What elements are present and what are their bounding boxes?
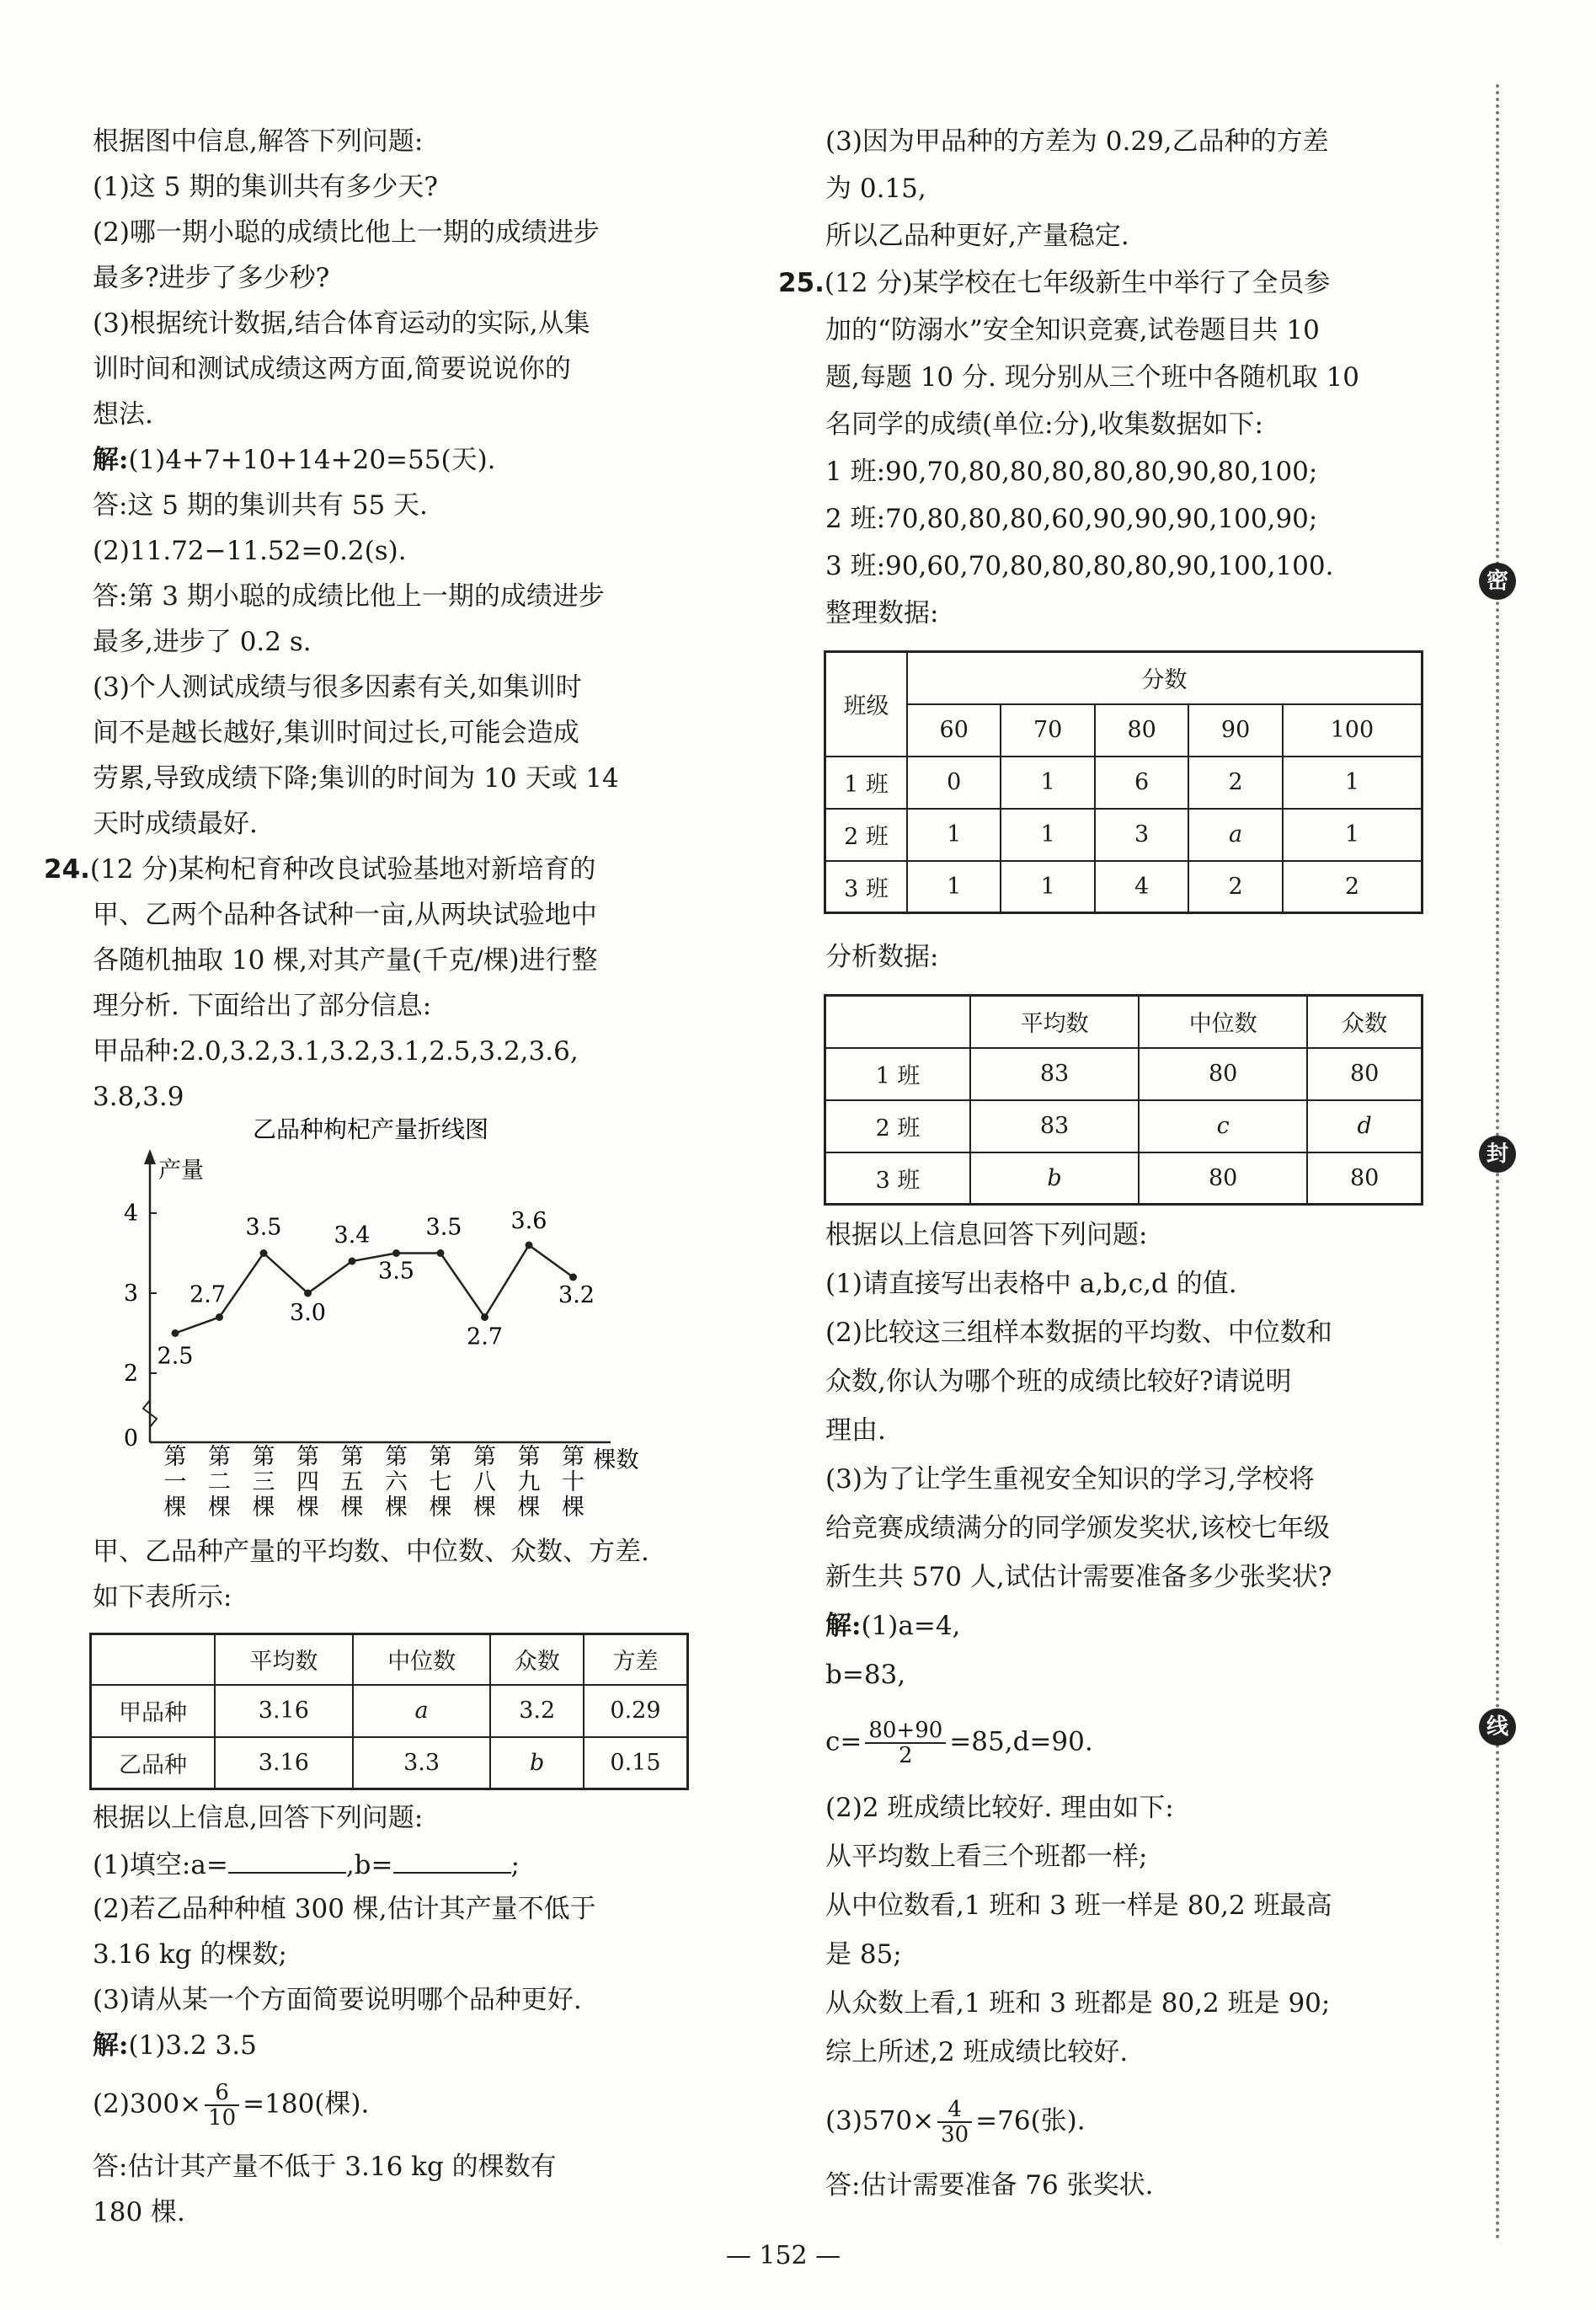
table-q24-header: 方差 <box>584 1634 688 1685</box>
denominator: 30 <box>941 2122 969 2147</box>
q25-part3-line1: (3)为了让学生重视安全知识的学习,学校将 <box>825 1464 1315 1495</box>
q25-ask: 根据以上信息回答下列问题: <box>825 1220 1148 1250</box>
q25-solution-2e: 从众数上看,1 班和 3 班都是 80,2 班是 90; <box>825 1988 1331 2019</box>
numerator: 6 <box>205 2081 239 2106</box>
data-point <box>392 1249 400 1257</box>
table-cell: 3.2 <box>490 1685 583 1737</box>
data-point <box>526 1242 533 1249</box>
c-result: =85,d=90. <box>949 1726 1093 1757</box>
q24-line6: 3.8,3.9 <box>93 1082 184 1112</box>
table-row <box>825 1152 1423 1205</box>
solution-label: 解: <box>93 2030 129 2061</box>
q23-solution-3-line3: 劳累,导致成绩下降;集训的时间为 10 天或 14 <box>93 763 619 794</box>
q25-part2-line1: (2)比较这三组样本数据的平均数、中位数和 <box>825 1318 1332 1348</box>
x-tick-label: 棵 <box>562 1495 584 1521</box>
table-cell: 3.16 <box>215 1737 353 1789</box>
table-cell: d <box>1307 1100 1422 1152</box>
q23-solution-3-line1: (3)个人测试成绩与很多因素有关,如集训时 <box>93 672 582 703</box>
x-tick-label: 第 <box>562 1444 584 1470</box>
table-cell: a <box>1188 809 1282 861</box>
data-label: 2.7 <box>467 1323 503 1350</box>
score-header: 60 <box>907 704 1001 757</box>
q24-part1-b: ,b= <box>345 1850 393 1880</box>
score-header: 100 <box>1283 704 1423 757</box>
table-cell: 0.15 <box>584 1737 688 1789</box>
chart-title: 乙品种枸杞产量折线图 <box>252 1115 489 1143</box>
table-cell: 1 <box>1001 809 1094 861</box>
after-chart-line2: 如下表所示: <box>93 1582 232 1612</box>
table-cell: c <box>1139 1100 1307 1152</box>
x-tick-label: 第 <box>473 1444 496 1470</box>
table-row <box>825 757 1423 809</box>
line-chart <box>109 1105 682 1527</box>
table-q24-header <box>91 1634 216 1685</box>
class1-data: 1 班:90,70,80,80,80,80,80,90,80,100; <box>825 457 1318 487</box>
q24-line3: 各随机抽取 10 棵,对其产量(千克/棵)进行整 <box>93 945 598 976</box>
q25-solution-1c <box>825 1719 1093 1767</box>
table-cell: 1 班 <box>825 1048 971 1100</box>
y-axis-label: 产量 <box>158 1158 204 1184</box>
data-point <box>569 1274 577 1281</box>
x-tick-label: 二 <box>208 1469 231 1495</box>
table-cell: 1 <box>907 861 1001 913</box>
q23-solution-3-line2: 间不是越长越好,集训时间过长,可能会造成 <box>93 718 579 748</box>
q24-solution-3-line2: 为 0.15, <box>825 174 926 204</box>
denominator: 10 <box>208 2105 237 2131</box>
class3-data: 3 班:90,60,70,80,80,80,80,90,100,100. <box>825 551 1334 581</box>
x-tick-label: 棵 <box>296 1495 319 1521</box>
numerator: 4 <box>937 2098 972 2123</box>
q23-answer-2-line1: 答:第 3 期小聪的成绩比他上一期的成绩进步 <box>93 581 605 612</box>
x-tick-label: 棵 <box>429 1495 452 1521</box>
q25-answer-3: 答:估计需要准备 76 张奖状. <box>825 2170 1154 2200</box>
solution-label: 解: <box>825 1611 862 1641</box>
seal-mark: 密 <box>1479 563 1516 600</box>
table-cell: b <box>490 1737 583 1789</box>
q24-solution-3-line3: 所以乙品种更好,产量稳定. <box>825 221 1129 251</box>
y-tick-label: 0 <box>123 1425 138 1452</box>
q24-ask: 根据以上信息,回答下列问题: <box>93 1803 424 1833</box>
y-tick-label: 3 <box>123 1281 138 1307</box>
table-corner: 班级 <box>825 652 908 757</box>
q24-part1-a: (1)填空:a= <box>93 1850 228 1880</box>
q23-part3-line3: 想法. <box>93 399 153 430</box>
q25-part3-line3: 新生共 570 人,试估计需要准备多少张奖状? <box>825 1562 1332 1592</box>
table-cell: 2 <box>1283 861 1423 913</box>
table-header: 中位数 <box>1139 996 1307 1048</box>
data-label: 2.5 <box>157 1343 194 1370</box>
q24-answer-2-line2: 180 棵. <box>93 2197 185 2227</box>
x-tick-label: 第 <box>340 1444 364 1470</box>
y-axis-arrow <box>144 1149 156 1164</box>
table-cell: 1 <box>1001 861 1094 913</box>
after-chart-line1: 甲、乙品种产量的平均数、中位数、众数、方差. <box>93 1537 649 1567</box>
data-point <box>349 1258 356 1265</box>
blank-a <box>228 1847 346 1874</box>
data-label: 3.6 <box>510 1208 547 1234</box>
data-label: 3.5 <box>425 1214 462 1241</box>
q25-solution-1a-text: (1)a=4, <box>861 1611 961 1641</box>
x-tick-label: 棵 <box>208 1495 231 1521</box>
q23-solution-1 <box>93 443 496 477</box>
table-header <box>825 996 971 1048</box>
x-tick-label: 七 <box>429 1469 452 1495</box>
table-cell: 3 班 <box>825 1152 971 1205</box>
q25-part2-line2: 众数,你认为哪个班的成绩比较好?请说明 <box>825 1366 1292 1397</box>
q25-text: (12 分)某学校在七年级新生中举行了全员参 <box>824 268 1331 298</box>
x-tick-label: 第 <box>385 1444 408 1470</box>
x-tick-label: 五 <box>340 1469 364 1495</box>
table-cell: 4 <box>1095 861 1188 913</box>
table-cell: a <box>353 1685 491 1737</box>
x-tick-label: 棵 <box>517 1495 541 1521</box>
seal-mark: 线 <box>1479 1708 1516 1746</box>
data-label: 3.5 <box>378 1258 414 1285</box>
q23-part3-line1: (3)根据统计数据,结合体育运动的实际,从集 <box>93 308 590 339</box>
table-header: 众数 <box>1307 996 1422 1048</box>
score-header: 90 <box>1188 704 1282 757</box>
page-number: — 152 — <box>725 2241 841 2270</box>
q23-answer-1: 答:这 5 期的集训共有 55 天. <box>93 490 428 521</box>
table-group-header: 分数 <box>907 652 1423 704</box>
x-tick-label: 六 <box>385 1469 408 1495</box>
data-point <box>260 1249 268 1257</box>
q24-part1-c: ; <box>510 1850 520 1880</box>
series-line <box>175 1245 574 1334</box>
table-cell: 80 <box>1139 1048 1307 1100</box>
table-row <box>825 1100 1423 1152</box>
q25-part3-line2: 给竞赛成绩满分的同学颁发奖状,该校七年级 <box>825 1513 1330 1543</box>
table-cell: 3.16 <box>215 1685 353 1737</box>
data-label: 3.2 <box>558 1282 595 1308</box>
intro-text: 根据图中信息,解答下列问题: <box>93 126 424 157</box>
x-tick-label: 四 <box>296 1469 319 1495</box>
fraction <box>937 2098 972 2147</box>
q23-solution-2: (2)11.72−11.52=0.2(s). <box>93 536 407 566</box>
table-row <box>825 861 1423 913</box>
q25-part2-line3: 理由. <box>825 1415 886 1446</box>
data-point <box>172 1329 179 1337</box>
blank-b <box>393 1847 511 1874</box>
table-cell: 甲品种 <box>91 1685 216 1737</box>
q25-line2: 加的“防溺水”安全知识竞赛,试卷题目共 10 <box>825 315 1320 345</box>
x-tick-label: 九 <box>517 1469 541 1495</box>
q25-solution-2f: 综上所述,2 班成绩比较好. <box>825 2037 1129 2067</box>
table-cell: 2 班 <box>825 1100 971 1152</box>
table-cell: 83 <box>970 1048 1139 1100</box>
q24-line1 <box>44 853 595 886</box>
x-axis-label: 棵数 <box>593 1447 639 1473</box>
x-tick-label: 第 <box>208 1444 231 1470</box>
data-label: 3.4 <box>334 1222 371 1249</box>
q24-solution-2-b: =180(棵). <box>243 2088 370 2120</box>
solution-label: 解: <box>93 445 129 475</box>
x-tick-label: 棵 <box>385 1495 408 1521</box>
data-point <box>216 1313 223 1321</box>
q23-part3-line2: 训时间和测试成绩这两方面,简要说说你的 <box>93 354 571 384</box>
table-cell: 1 <box>1001 757 1094 809</box>
organize-label: 整理数据: <box>825 598 939 628</box>
x-tick-label: 棵 <box>340 1495 364 1521</box>
q24-line4: 理分析. 下面给出了部分信息: <box>93 991 432 1021</box>
q24-text: (12 分)某枸杞育种改良试验基地对新培育的 <box>89 854 596 885</box>
table-cell: 3 班 <box>825 861 908 913</box>
q23-part2-line1: (2)哪一期小聪的成绩比他上一期的成绩进步 <box>93 217 600 248</box>
table-cell: 1 <box>907 809 1001 861</box>
q25-line1 <box>778 266 1330 300</box>
q24-solution-1-text: (1)3.2 3.5 <box>128 2030 257 2061</box>
y-tick-label: 4 <box>123 1200 138 1227</box>
q25-line4: 名同学的成绩(单位:分),收集数据如下: <box>825 409 1263 440</box>
q23-solution-1-text: (1)4+7+10+14+20=55(天). <box>128 445 496 475</box>
q25-solution-2c: 从中位数看,1 班和 3 班一样是 80,2 班最高 <box>825 1890 1332 1921</box>
table-q24-header: 众数 <box>490 1634 583 1685</box>
q24-solution-2 <box>93 2081 369 2130</box>
table-cell: 80 <box>1307 1152 1422 1205</box>
table-row <box>825 1048 1423 1100</box>
seal-mark: 封 <box>1479 1136 1516 1173</box>
table-cell: 2 班 <box>825 809 908 861</box>
x-tick-label: 棵 <box>473 1495 496 1521</box>
x-tick-label: 第 <box>296 1444 319 1470</box>
q25-solution-2a: (2)2 班成绩比较好. 理由如下: <box>825 1793 1174 1823</box>
table-cell: 2 <box>1188 861 1282 913</box>
q23-part2-line2: 最多?进步了多少秒? <box>93 263 330 293</box>
q24-line2: 甲、乙两个品种各试种一亩,从两块试验地中 <box>93 900 597 930</box>
q24-solution-2-a: (2)300× <box>93 2088 202 2120</box>
x-tick-label: 第 <box>252 1444 275 1470</box>
numerator: 80+90 <box>865 1719 946 1744</box>
x-tick-label: 三 <box>252 1469 275 1495</box>
table-organize <box>824 650 1423 914</box>
q24-number: 24. <box>44 854 90 885</box>
chart-axes <box>124 1149 639 1521</box>
data-label: 3.5 <box>245 1214 282 1241</box>
q25-part1: (1)请直接写出表格中 a,b,c,d 的值. <box>825 1269 1237 1299</box>
table-row <box>91 1685 688 1737</box>
x-tick-label: 第 <box>163 1444 187 1470</box>
table-cell: b <box>970 1152 1139 1205</box>
q24-line5: 甲品种:2.0,3.2,3.1,3.2,3.1,2.5,3.2,3.6, <box>93 1036 579 1067</box>
x-tick-label: 一 <box>163 1469 187 1495</box>
table-cell: 1 班 <box>825 757 908 809</box>
c-equals: c= <box>825 1726 862 1757</box>
x-tick-label: 八 <box>473 1469 496 1495</box>
q25-solution-1b: b=83, <box>825 1660 906 1690</box>
score-header: 80 <box>1095 704 1188 757</box>
q25-solution-2b: 从平均数上看三个班都一样; <box>825 1842 1148 1872</box>
q25-line3: 题,每题 10 分. 现分别从三个班中各随机取 10 <box>825 362 1360 393</box>
q23-solution-3-line4: 天时成绩最好. <box>93 809 258 839</box>
table-cell: 6 <box>1095 757 1188 809</box>
table-cell: 83 <box>970 1100 1139 1152</box>
denominator: 2 <box>899 1743 913 1768</box>
table-q24-header: 平均数 <box>215 1634 353 1685</box>
table-analyze <box>824 994 1423 1206</box>
q24-part2-line1: (2)若乙品种种植 300 棵,估计其产量不低于 <box>93 1894 596 1924</box>
data-label: 3.0 <box>290 1300 326 1326</box>
q24-answer-2-line1: 答:估计其产量不低于 3.16 kg 的棵数有 <box>93 2152 557 2182</box>
table-q24-header: 中位数 <box>353 1634 491 1685</box>
table-row <box>91 1737 688 1789</box>
table-cell: 0.29 <box>584 1685 688 1737</box>
x-tick-label: 第 <box>429 1444 452 1470</box>
q23-answer-2-line2: 最多,进步了 0.2 s. <box>93 627 312 657</box>
table-cell: 1 <box>1283 757 1423 809</box>
q24-part3: (3)请从某一个方面简要说明哪个品种更好. <box>93 1985 582 2015</box>
x-tick-label: 第 <box>517 1444 541 1470</box>
fraction <box>865 1719 946 1767</box>
q25-solution-3-a: (3)570× <box>825 2105 935 2136</box>
data-label: 2.7 <box>189 1281 226 1308</box>
q25-solution-2d: 是 85; <box>825 1939 902 1970</box>
analyze-label: 分析数据: <box>825 942 939 972</box>
table-cell: 3 <box>1095 809 1188 861</box>
table-q24 <box>89 1633 689 1790</box>
q25-solution-1a <box>825 1609 960 1643</box>
q24-solution-1 <box>93 2029 257 2062</box>
q25-solution-3-b: =76(张). <box>975 2105 1086 2136</box>
table-row <box>825 809 1423 861</box>
q23-part1: (1)这 5 期的集训共有多少天? <box>93 172 438 202</box>
table-cell: 1 <box>1283 809 1423 861</box>
x-tick-label: 棵 <box>252 1495 275 1521</box>
data-point <box>481 1313 488 1321</box>
data-point <box>437 1249 445 1257</box>
q24-part2-line2: 3.16 kg 的棵数; <box>93 1939 287 1970</box>
data-point <box>304 1290 312 1297</box>
table-cell: 80 <box>1139 1152 1307 1205</box>
table-cell: 乙品种 <box>91 1737 216 1789</box>
y-tick-label: 2 <box>123 1361 138 1387</box>
x-tick-label: 棵 <box>163 1495 187 1521</box>
chart-marks <box>157 1208 595 1370</box>
x-tick-label: 十 <box>562 1469 584 1495</box>
table-cell: 80 <box>1307 1048 1422 1100</box>
q25-number: 25. <box>778 268 825 298</box>
score-header: 70 <box>1001 704 1094 757</box>
table-cell: 2 <box>1188 757 1282 809</box>
class2-data: 2 班:70,80,80,80,60,90,90,90,100,90; <box>825 504 1318 534</box>
table-header: 平均数 <box>970 996 1139 1048</box>
q24-part1 <box>93 1847 520 1882</box>
table-cell: 3.3 <box>353 1737 491 1789</box>
fraction <box>205 2081 239 2130</box>
table-cell: 0 <box>907 757 1001 809</box>
q25-solution-3 <box>825 2098 1086 2147</box>
q24-solution-3-line1: (3)因为甲品种的方差为 0.29,乙品种的方差 <box>825 126 1329 157</box>
